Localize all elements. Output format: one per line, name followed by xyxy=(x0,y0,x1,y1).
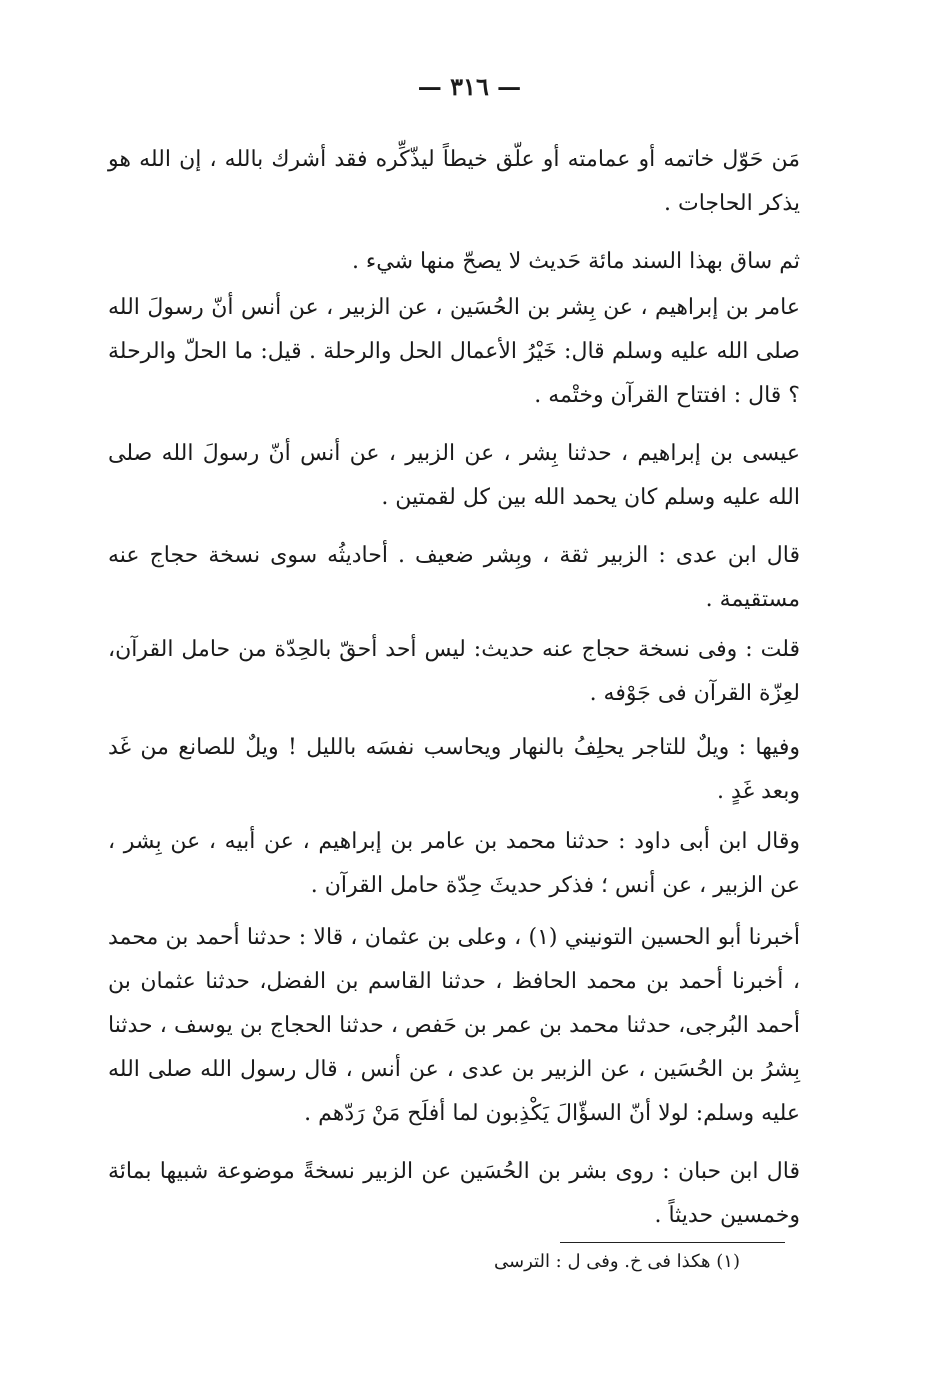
paragraph xyxy=(108,240,800,284)
paragraph xyxy=(108,534,800,622)
paragraph xyxy=(108,820,800,908)
paragraph-text: وقال ابن أبى داود : حدثنا محمد بن عامر بن إبراهيم ، عن أبيه ، عن بِشر ، عن الزبير ، عن أنس ؛ فذكر حديثَ حِدّة حامل القرآن . xyxy=(108,829,800,898)
paragraph-text: ثم ساق بهذا السند مائة حَديث لا يصحّ منها شيء . xyxy=(351,249,800,274)
paragraph-text: عيسى بن إبراهيم ، حدثنا بِشر ، عن الزبير ، عن أنس أنّ رسولَ الله صلى الله عليه وسلم كان يحمد الله بين كل لقمتين . xyxy=(108,441,800,510)
paragraph-text: وفيها : ويلٌ للتاجر يحلِفُ بالنهار ويحاسب نفسَه بالليل ! ويلٌ للصانع من غَد وبعد غَدٍ . xyxy=(108,735,800,804)
paragraph xyxy=(108,432,800,520)
paragraph xyxy=(108,1150,800,1238)
paragraph xyxy=(108,916,800,1136)
paragraph xyxy=(108,286,800,418)
paragraph xyxy=(108,138,800,226)
paragraph xyxy=(108,726,800,814)
footnote-divider xyxy=(560,1242,785,1243)
footnote: (١) هكذا فى خ. وفى ل : الترسى xyxy=(494,1251,740,1272)
paragraph-text: مَن حَوّل خاتمه أو عمامته أو علّق خيطاً ليذّكِّره فقد أشرك بالله ، إن الله هو يذكر الحاجات . xyxy=(108,147,800,216)
paragraph-text: عامر بن إبراهيم ، عن بِشر بن الحُسَين ، عن الزبير ، عن أنس أنّ رسولَ الله صلى الله عليه وسلم قال: خَيْرُ الأعمال الحل والرحلة . قيل: ما الحلّ والرحلة ؟ قال : افتتاح القرآن وختْمه . xyxy=(108,295,800,408)
page-number: — ٣١٦ — xyxy=(417,72,522,101)
paragraph xyxy=(108,628,800,716)
paragraph-text: قلت : وفى نسخة حجاج عنه حديث: ليس أحد أحقّ بالحِدّة من حامل القرآن، لعِزّة القرآن فى جَوْفه . xyxy=(108,637,800,706)
paragraph-text: قال ابن عدى : الزبير ثقة ، وبِشر ضعيف . أحاديثُه سوى نسخة حجاج عنه مستقيمة . xyxy=(108,543,800,612)
paragraph-text: أخبرنا أبو الحسين التونيني (١) ، وعلى بن عثمان ، قالا : حدثنا أحمد بن محمد ، أخبرنا أحمد بن محمد الحافظ ، حدثنا القاسم بن الفضل، حدثنا عثمان بن أحمد البُرجى، حدثنا محمد بن عمر بن حَفص ، حدثنا الحجاج بن يوسف ، حدثنا بِشرُ بن الحُسَين ، عن الزبير بن عدى ، عن أنس ، قال رسول الله صلى الله عليه وسلم: لولا أنّ السؤّالَ يَكْذِبون لما أفلَح مَنْ رَدّهم . xyxy=(108,925,800,1126)
paragraph-text: قال ابن حبان : روى بشر بن الحُسَين عن الزبير نسخةً موضوعة شبيها بمائة وخمسين حديثاً . xyxy=(108,1159,800,1228)
